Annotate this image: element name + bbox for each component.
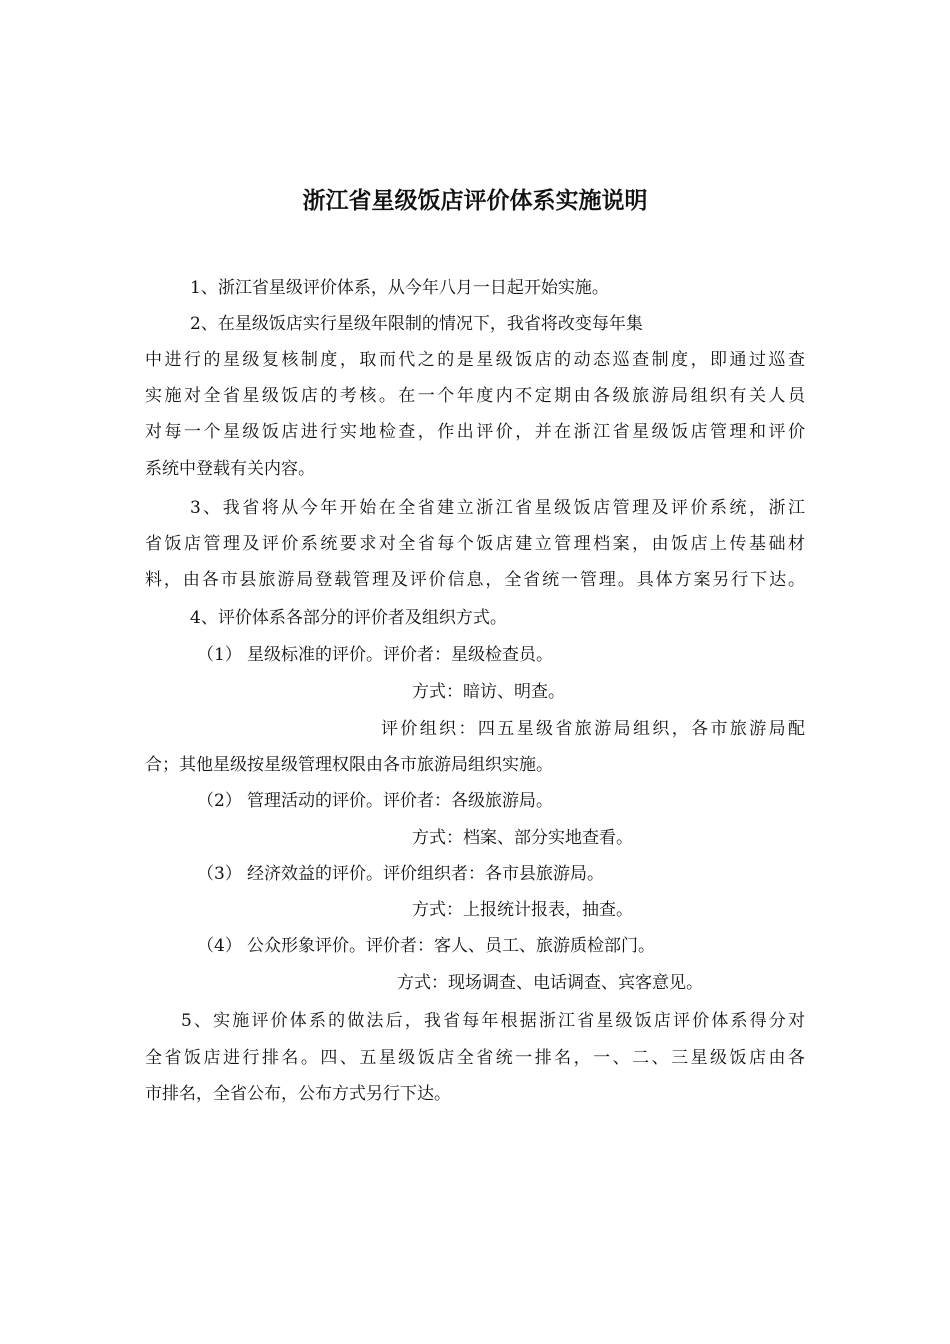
paragraph-2-line-5: 系统中登载有关内容。 xyxy=(145,459,315,479)
paragraph-3-line-2: 省饭店管理及评价系统要求对全省每个饭店建立管理档案，由饭店上传基础材 xyxy=(145,534,805,554)
item-3-number: （3） xyxy=(197,864,242,884)
paragraph-2-line-2: 中进行的星级复核制度，取而代之的是星级饭店的动态巡查制度，即通过巡查 xyxy=(145,350,805,370)
item-4-text: 公众形象评价。评价者：客人、员工、旅游质检部门。 xyxy=(247,936,655,956)
paragraph-2-line-4: 对每一个星级饭店进行实地检查，作出评价，并在浙江省星级饭店管理和评价 xyxy=(145,422,805,442)
paragraph-2-line-1: 2、在星级饭店实行星级年限制的情况下，我省将改变每年集 xyxy=(190,314,643,334)
paragraph-1: 1、浙江省星级评价体系，从今年八月一日起开始实施。 xyxy=(190,278,609,298)
paragraph-5-line-2: 全省饭店进行排名。四、五星级饭店全省统一排名，一、二、三星级饭店由各 xyxy=(145,1048,805,1068)
item-1-method: 方式：暗访、明查。 xyxy=(412,682,565,702)
item-1-text: 星级标准的评价。评价者：星级检查员。 xyxy=(247,645,553,665)
paragraph-4: 4、评价体系各部分的评价者及组织方式。 xyxy=(190,608,507,628)
paragraph-5-line-1: 5、实施评价体系的做法后，我省每年根据浙江省星级饭店评价体系得分对 xyxy=(181,1011,805,1031)
paragraph-3-line-1: 3、我省将从今年开始在全省建立浙江省星级饭店管理及评价系统，浙江 xyxy=(190,498,805,518)
item-2-method: 方式：档案、部分实地查看。 xyxy=(412,828,633,848)
item-4-method: 方式：现场调查、电话调查、宾客意见。 xyxy=(397,973,703,993)
paragraph-5-line-3: 市排名，全省公布，公布方式另行下达。 xyxy=(145,1084,451,1104)
paragraph-3-line-3: 料，由各市县旅游局登载管理及评价信息，全省统一管理。具体方案另行下达。 xyxy=(145,570,805,590)
paragraph-2-line-3: 实施对全省星级饭店的考核。在一个年度内不定期由各级旅游局组织有关人员 xyxy=(145,386,805,406)
item-2-text: 管理活动的评价。评价者：各级旅游局。 xyxy=(247,791,553,811)
document-title: 浙江省星级饭店评价体系实施说明 xyxy=(302,187,648,214)
item-1-number: （1） xyxy=(197,645,242,665)
item-1-organization-cont: 合；其他星级按星级管理权限由各市旅游局组织实施。 xyxy=(145,755,553,775)
item-4-number: （4） xyxy=(197,936,242,956)
item-3-method: 方式：上报统计报表，抽查。 xyxy=(412,900,633,920)
item-3-text: 经济效益的评价。评价组织者：各市县旅游局。 xyxy=(247,864,604,884)
item-1-organization: 评价组织：四五星级省旅游局组织，各市旅游局配 xyxy=(381,719,805,739)
item-2-number: （2） xyxy=(197,791,242,811)
